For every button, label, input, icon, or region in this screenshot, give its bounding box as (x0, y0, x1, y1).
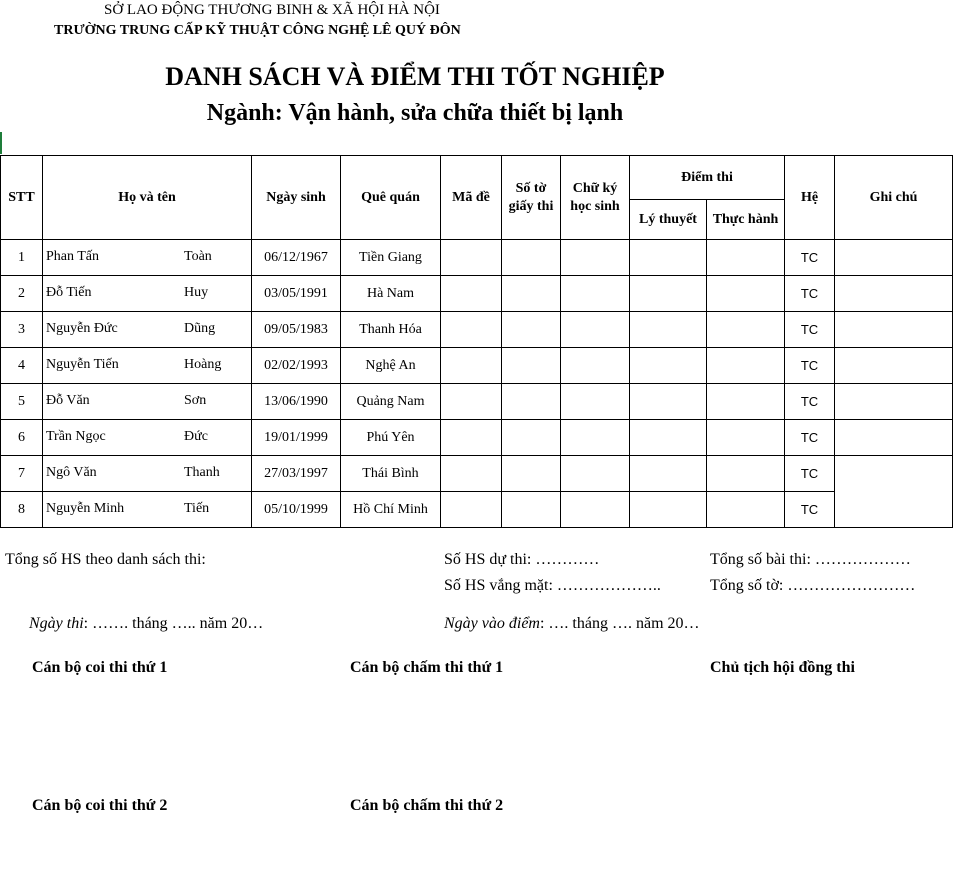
cell-dob: 05/10/1999 (252, 492, 341, 528)
total-sheets: Tổng số tờ: …………………… (710, 577, 916, 594)
cell-stt: 6 (1, 420, 43, 456)
cell-sheets (502, 276, 561, 312)
cell-name (43, 384, 252, 420)
cell-system: TC (785, 348, 835, 384)
cell-theory (630, 348, 707, 384)
cell-stt: 3 (1, 312, 43, 348)
cell-note (835, 240, 953, 276)
cell-last-name: Nguyễn Minh (46, 501, 125, 516)
cell-stt: 1 (1, 240, 43, 276)
entry-date-value: : …. tháng …. năm 20… (539, 615, 700, 632)
cell-system: TC (785, 240, 835, 276)
cell-practice (707, 384, 785, 420)
table-row (1, 276, 953, 312)
cell-first-name: Dũng (184, 321, 216, 336)
cell-signature (561, 384, 630, 420)
total-papers: Tổng số bài thi: ……………… (710, 551, 911, 568)
header-theory: Lý thuyết (630, 200, 707, 240)
cell-name (43, 348, 252, 384)
cell-first-name: Toàn (184, 249, 212, 264)
page-subtitle: Ngành: Vận hành, sửa chữa thiết bị lạnh (206, 100, 624, 126)
cell-system: TC (785, 312, 835, 348)
cell-theory (630, 420, 707, 456)
cell-hometown: Quảng Nam (341, 384, 441, 420)
cell-first-name: Tiến (184, 501, 210, 516)
table-row (1, 420, 953, 456)
cell-hometown: Thái Bình (341, 456, 441, 492)
cell-last-name: Ngô Văn (46, 465, 97, 480)
header-score-group: Điểm thi (630, 156, 785, 200)
cell-dob: 03/05/1991 (252, 276, 341, 312)
header-signature-line2: học sinh (570, 198, 620, 214)
header-dob: Ngày sinh (252, 156, 341, 240)
absent-count: Số HS vắng mặt: ……………….. (444, 577, 661, 594)
cell-stt: 8 (1, 492, 43, 528)
cell-system: TC (785, 492, 835, 528)
table-row (1, 312, 953, 348)
cell-system: TC (785, 456, 835, 492)
header-stt: STT (1, 156, 43, 240)
org-line-1: SỞ LAO ĐỘNG THƯƠNG BINH & XÃ HỘI HÀ NỘI (104, 2, 440, 18)
cell-signature (561, 456, 630, 492)
cell-practice (707, 240, 785, 276)
cell-theory (630, 240, 707, 276)
cell-signature (561, 348, 630, 384)
cell-note (835, 420, 953, 456)
cell-signature (561, 276, 630, 312)
header-practice: Thực hành (707, 200, 785, 240)
cell-hometown: Hà Nam (341, 276, 441, 312)
cell-exam-code (441, 312, 502, 348)
exam-date (29, 615, 263, 633)
cell-exam-code (441, 492, 502, 528)
cell-note (835, 348, 953, 384)
cell-first-name: Huy (184, 285, 209, 300)
header-sheets-line1: Số tờ (515, 181, 547, 196)
cell-exam-code (441, 456, 502, 492)
cell-last-name: Trần Ngọc (46, 429, 106, 444)
cell-sheets (502, 492, 561, 528)
cell-signature (561, 420, 630, 456)
total-list-label: Tổng số HS theo danh sách thi: (5, 551, 206, 568)
cell-practice (707, 492, 785, 528)
cell-first-name: Đức (184, 429, 208, 444)
cell-name (43, 456, 252, 492)
chair-label: Chủ tịch hội đồng thi (710, 659, 855, 676)
table-row (1, 240, 953, 276)
cell-sheets (502, 420, 561, 456)
cell-theory (630, 492, 707, 528)
cell-hometown: Nghệ An (341, 348, 441, 384)
cell-note (835, 276, 953, 312)
cell-exam-code (441, 276, 502, 312)
cell-practice (707, 276, 785, 312)
cell-system: TC (785, 276, 835, 312)
cell-name (43, 420, 252, 456)
cell-name (43, 240, 252, 276)
cell-exam-code (441, 240, 502, 276)
exam-results-table (0, 155, 953, 528)
cell-hometown: Hồ Chí Minh (341, 492, 441, 528)
exam-date-label: Ngày thi (29, 615, 84, 632)
cell-dob: 09/05/1983 (252, 312, 341, 348)
cell-name (43, 312, 252, 348)
cell-sheets (502, 348, 561, 384)
cell-theory (630, 312, 707, 348)
proctor-2-label: Cán bộ coi thi thứ 2 (32, 797, 168, 814)
cell-stt: 4 (1, 348, 43, 384)
header-system: Hệ (785, 156, 835, 240)
cell-first-name: Thanh (184, 465, 220, 480)
cell-last-name: Nguyễn Đức (46, 321, 118, 336)
cell-signature (561, 312, 630, 348)
grader-1-label: Cán bộ chấm thi thứ 1 (350, 659, 504, 676)
header-note: Ghi chú (835, 156, 953, 240)
cell-theory (630, 384, 707, 420)
header-signature-line1: Chữ ký (572, 181, 618, 196)
cell-hometown: Thanh Hóa (341, 312, 441, 348)
cell-first-name: Hoàng (184, 357, 222, 372)
cell-theory (630, 456, 707, 492)
cell-dob: 02/02/1993 (252, 348, 341, 384)
page-title: DANH SÁCH VÀ ĐIỂM THI TỐT NGHIỆP (165, 62, 665, 91)
proctor-1-label: Cán bộ coi thi thứ 1 (32, 659, 168, 676)
cell-stt: 2 (1, 276, 43, 312)
table-row (1, 348, 953, 384)
table-row (1, 456, 953, 492)
cell-last-name: Nguyễn Tiến (46, 357, 119, 372)
header-hometown: Quê quán (341, 156, 441, 240)
cell-signature (561, 240, 630, 276)
header-sheets-line2: giấy thi (508, 198, 554, 214)
cell-hometown: Phú Yên (341, 420, 441, 456)
cell-exam-code (441, 420, 502, 456)
cell-dob: 19/01/1999 (252, 420, 341, 456)
table-row (1, 384, 953, 420)
cell-note (835, 456, 953, 528)
table-row (1, 492, 953, 528)
cell-sheets (502, 456, 561, 492)
cell-exam-code (441, 348, 502, 384)
cell-signature (561, 492, 630, 528)
cell-note (835, 312, 953, 348)
cell-selection-marker (0, 132, 2, 154)
header-exam-code: Mã đề (441, 156, 502, 240)
exam-date-value: : ……. tháng ….. năm 20… (83, 615, 264, 632)
org-line-2: TRƯỜNG TRUNG CẤP KỸ THUẬT CÔNG NGHỆ LÊ QUÝ ĐÔN (54, 23, 461, 38)
cell-last-name: Đỗ Tiến (46, 285, 92, 300)
cell-dob: 27/03/1997 (252, 456, 341, 492)
cell-system: TC (785, 420, 835, 456)
cell-practice (707, 312, 785, 348)
cell-practice (707, 348, 785, 384)
cell-sheets (502, 240, 561, 276)
cell-note (835, 384, 953, 420)
cell-first-name: Sơn (184, 393, 207, 408)
cell-name (43, 492, 252, 528)
header-sheets (502, 156, 561, 240)
entry-date (444, 615, 700, 633)
cell-sheets (502, 384, 561, 420)
header-name: Họ và tên (43, 156, 252, 240)
cell-sheets (502, 312, 561, 348)
present-count: Số HS dự thi: ………… (444, 551, 600, 568)
cell-dob: 06/12/1967 (252, 240, 341, 276)
cell-practice (707, 420, 785, 456)
cell-hometown: Tiền Giang (341, 240, 441, 276)
cell-last-name: Đỗ Văn (46, 393, 90, 408)
cell-name (43, 276, 252, 312)
cell-practice (707, 456, 785, 492)
cell-system: TC (785, 384, 835, 420)
cell-stt: 5 (1, 384, 43, 420)
grader-2-label: Cán bộ chấm thi thứ 2 (350, 797, 504, 814)
cell-last-name: Phan Tấn (46, 249, 100, 264)
cell-exam-code (441, 384, 502, 420)
entry-date-label: Ngày vào điểm (444, 615, 540, 632)
cell-stt: 7 (1, 456, 43, 492)
header-signature (561, 156, 630, 240)
cell-theory (630, 276, 707, 312)
cell-dob: 13/06/1990 (252, 384, 341, 420)
